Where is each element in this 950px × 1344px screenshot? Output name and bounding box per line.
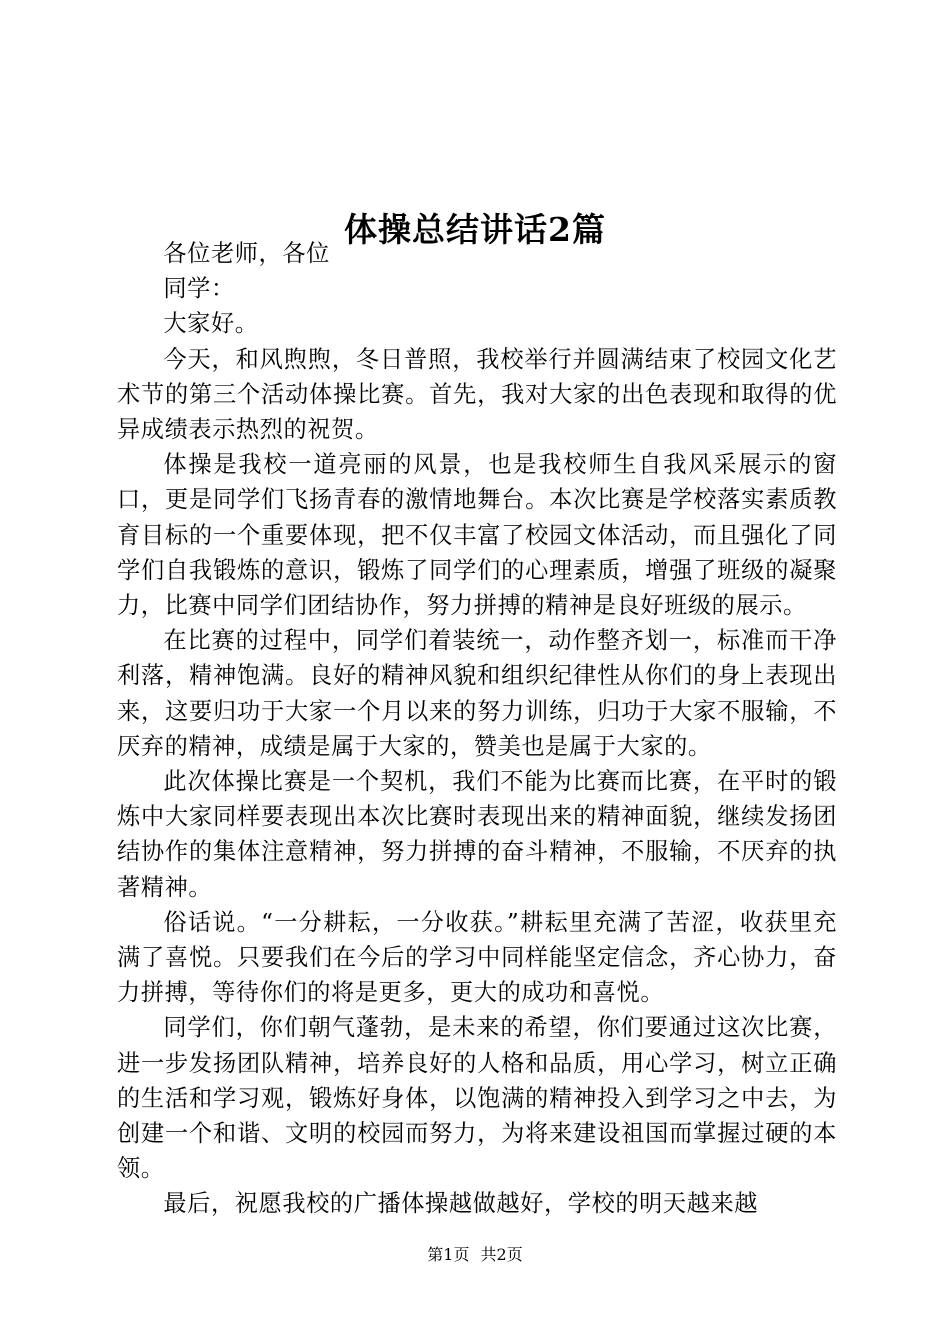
paragraph: 大家好。: [163, 310, 259, 338]
document-body: [117, 236, 837, 1222]
paragraph: 此次体操比赛是一个契机，我们不能为比赛而比赛，在平时的锻炼中大家同样要表现出本次比赛时表现出来的精神面貌，继续发扬团结协作的集体注意精神，努力拼搏的奋斗精神，不服输，不厌弃的执著精神。: [117, 768, 837, 901]
paragraph: 同学：: [163, 275, 235, 303]
paragraph: 俗话说。“一分耕耘，一分收获。”耕耘里充满了苦涩，收获里充满了喜悦。只要我们在今后的学习中同样能坚定信念，齐心协力，奋力拼搏，等待你们的将是更多，更大的成功和喜悦。: [117, 908, 837, 1007]
paragraph: 同学们，你们朝气蓬勃，是未来的希望，你们要通过这次比赛，进一步发扬团队精神，培养良好的人格和品质，用心学习，树立正确的生活和学习观，锻炼好身体，以饱满的精神投入到学习之中去，为创建一个和谐、文明的校园而努力，为将来建设祖国而掌握过硬的本领。: [117, 1014, 837, 1183]
paragraph: 体操是我校一道亮丽的风景，也是我校师生自我风采展示的窗口，更是同学们飞扬青春的激情地舞台。本次比赛是学校落实素质教育目标的一个重要体现，把不仅丰富了校园文体活动，而且强化了同学们自我锻炼的意识，锻炼了同学们的心理素质，增强了班级的凝聚力，比赛中同学们团结协作，努力拼搏的精神是良好班级的展示。: [117, 451, 837, 620]
document-title: 体操总结讲话2篇: [344, 210, 606, 250]
page-total: 共2页: [480, 1245, 523, 1264]
paragraph: 最后，祝愿我校的广播体操越做越好，学校的明天越来越: [163, 1190, 759, 1218]
page-number: 第1页: [427, 1245, 470, 1264]
paragraph: 各位老师，各位: [163, 240, 330, 267]
page-footer: [0, 1244, 950, 1266]
paragraph: 在比赛的过程中，同学们着装统一，动作整齐划一，标准而干净利落，精神饱满。良好的精神风貌和组织纪律性从你们的身上表现出来，这要归功于大家一个月以来的努力训练，归功于大家不服输，不厌弃的精神，成绩是属于大家的，赞美也是属于大家的。: [117, 627, 837, 760]
paragraph: 今天，和风煦煦，冬日普照，我校举行并圆满结束了校园文化艺术节的第三个活动体操比赛。首先，我对大家的出色表现和取得的优异成绩表示热烈的祝贺。: [117, 345, 837, 444]
